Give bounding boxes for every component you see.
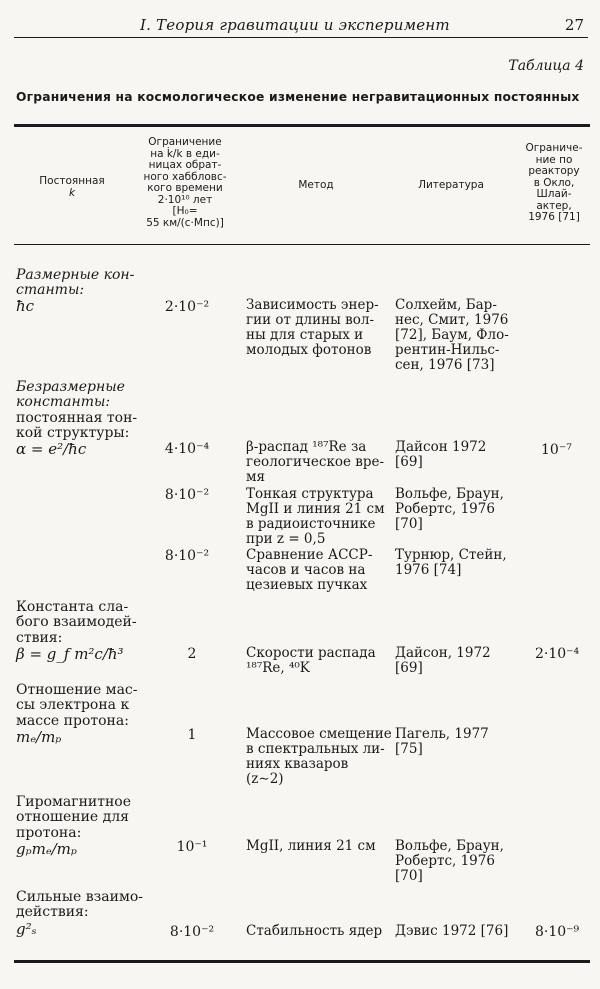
constant-symbol: mₑ/mₚ (16, 728, 62, 746)
literature-cell (395, 727, 511, 757)
method-line: ны для старых и (246, 327, 364, 343)
method-line: MgII, линия 21 см (246, 838, 376, 854)
constant-label-line: Константа сла- (16, 599, 129, 615)
method-line: (z∼2) (246, 771, 284, 787)
literature-line: Дайсон, 1972 (395, 645, 491, 661)
method-line: в спектральных ли- (246, 741, 385, 757)
method-line: ниях квазаров (246, 756, 349, 772)
limit-value: 2·10⁻² (164, 299, 210, 315)
table-bottom-rule (14, 960, 590, 963)
constant-symbol: g²ₛ (16, 920, 37, 938)
header-reactor-line: реактору (528, 165, 580, 177)
header-reactor-line: в Окло, (533, 176, 575, 189)
method-cell (246, 726, 392, 787)
method-line: Массовое смещение (246, 726, 392, 742)
header-reactor (514, 143, 594, 224)
literature-cell (395, 646, 511, 676)
literature-line: [72], Баум, Фло- (395, 327, 509, 343)
constant-symbol: β = g_f m²c/ħ³ (16, 645, 124, 663)
group-label-line: станты: (16, 282, 85, 299)
constant-label-line: Гиромагнитное (16, 794, 132, 810)
running-head-title: I. Теория гравитации и эксперимент (140, 16, 450, 34)
literature-line: Солхейм, Бар- (395, 297, 497, 313)
literature-line: Турнюр, Стейн, (395, 547, 507, 563)
constant-label-line: Отношение мас- (16, 682, 138, 698)
constant-label-line: протона: (16, 824, 82, 841)
running-head (0, 14, 600, 38)
header-method: Метод (298, 179, 334, 191)
header-literature: Литература (418, 179, 484, 191)
method-cell (246, 487, 386, 547)
constant-label-line: отношение для (16, 809, 129, 826)
header-limit-line: 55 км/(с·Мпс)] (146, 216, 224, 229)
header-limit-line: на k̇/k в еди- (150, 147, 220, 160)
table-top-rule (14, 124, 590, 127)
constant-label-line: действия: (16, 904, 89, 921)
method-line: часов и часов на (246, 562, 366, 578)
method-cell (246, 440, 386, 485)
reactor-limit: 8·10⁻⁹ (535, 924, 580, 940)
literature-line: [75] (395, 741, 423, 757)
limit-value: 8·10⁻² (164, 487, 210, 503)
group-label-dimensionless (16, 380, 125, 411)
literature-line: Вольфе, Браун, (395, 838, 504, 854)
method-cell (246, 298, 386, 358)
method-line: Скорости распада (246, 645, 376, 661)
constant-label-line: Сильные взаимо- (16, 889, 144, 905)
literature-line: Дэвис 1972 [76] (395, 923, 509, 939)
literature-cell (395, 440, 511, 470)
header-reactor-line: Ограниче- (525, 142, 583, 154)
method-line: MgII и линия 21 см (246, 501, 385, 517)
header-limit-line: ного хаббловс- (143, 170, 227, 183)
literature-line: Робертс, 1976 (395, 501, 495, 517)
literature-line: Дайсон 1972 (395, 439, 487, 455)
group-label-line: константы: (16, 394, 111, 411)
reactor-limit: 10⁻⁷ (541, 442, 572, 458)
header-constant (20, 176, 124, 199)
literature-line: 1976 [74] (395, 562, 462, 578)
literature-line: сен, 1976 [73] (395, 357, 495, 373)
header-limit-line: кого времени (147, 182, 223, 194)
method-line: при z = 0,5 (246, 531, 326, 547)
constant-label (16, 600, 137, 646)
header-constant-symbol: k (68, 186, 76, 199)
literature-line: [69] (395, 454, 423, 470)
limit-value: 1 (187, 727, 197, 743)
literature-cell (395, 548, 511, 578)
table-caption: Ограничения на космологическое изменение негравитационных постоянных (16, 90, 580, 104)
header-reactor-line: актер, (536, 199, 572, 212)
group-label-line: Размерные кон- (16, 267, 135, 283)
literature-line: [69] (395, 660, 423, 676)
constant-label (16, 795, 131, 841)
constant-symbol: α = e²/ħc (16, 440, 87, 458)
method-line: Стабильность ядер (246, 923, 383, 939)
constant-label-line: бого взаимодей- (16, 614, 137, 631)
header-reactor-line: Шлай- (536, 188, 572, 200)
header-constant-line: Постоянная (39, 175, 105, 187)
literature-line: Вольфе, Браун, (395, 486, 504, 502)
literature-line: Пагель, 1977 (395, 726, 489, 742)
method-cell (246, 839, 386, 854)
method-line: в радиоисточнике (246, 516, 376, 532)
method-line: гии от длины вол- (246, 312, 375, 328)
method-line: мя (246, 469, 266, 485)
table-number: Таблица 4 (508, 58, 584, 74)
header-reactor-line: 1976 [71] (528, 211, 580, 223)
limit-value: 4·10⁻⁴ (164, 441, 210, 457)
header-limit-line: Ограничение (148, 136, 222, 148)
header-bottom-rule (14, 244, 590, 245)
limit-value: 8·10⁻² (169, 924, 215, 940)
group-label-dimensional (16, 268, 134, 299)
literature-line: [70] (395, 868, 423, 884)
method-cell (246, 924, 386, 939)
literature-cell (395, 487, 511, 532)
constant-label-line: массе протона: (16, 712, 129, 729)
header-limit-line: [H₀= (172, 205, 198, 217)
running-head-rule (14, 37, 588, 38)
constant-label (16, 683, 138, 729)
literature-cell (395, 924, 511, 939)
constant-symbol: ħc (16, 297, 35, 315)
method-line: ¹⁸⁷Re, ⁴⁰K (246, 660, 310, 676)
limit-value: 2 (187, 646, 197, 662)
literature-line: нес, Смит, 1976 (395, 312, 509, 328)
method-line: цезиевых пучках (246, 577, 368, 593)
limit-value: 10⁻¹ (176, 839, 208, 855)
method-line: Зависимость энер- (246, 297, 379, 313)
method-line: Тонкая структура (246, 486, 374, 502)
constant-label-line: кой структуры: (16, 425, 130, 442)
method-cell (246, 548, 386, 593)
limit-value: 8·10⁻² (164, 548, 210, 564)
constant-symbol: gₚmₑ/mₚ (16, 840, 77, 858)
constant-label-line: сы электрона к (16, 697, 130, 714)
literature-cell (395, 298, 511, 373)
header-limit-line: 2·10¹⁰ лет (157, 193, 213, 206)
method-line: молодых фотонов (246, 342, 372, 358)
group-label-line: Безразмерные (16, 379, 125, 395)
header-reactor-line: ние по (535, 153, 573, 166)
method-cell (246, 646, 386, 676)
constant-label (16, 890, 143, 921)
constant-label (16, 411, 137, 442)
literature-cell (395, 839, 511, 884)
page-number: 27 (564, 16, 584, 34)
literature-line: рентин-Нильс- (395, 342, 500, 358)
method-line: Сравнение АССР- (246, 547, 373, 563)
constant-label-line: ствия: (16, 629, 63, 646)
method-line: геологическое вре- (246, 454, 385, 470)
header-limit-line: ницах обрат- (148, 159, 222, 171)
literature-line: [70] (395, 516, 423, 532)
header-limit (126, 137, 244, 229)
reactor-limit: 2·10⁻⁴ (535, 646, 580, 662)
constant-label-line: постоянная тон- (16, 410, 138, 426)
method-line: β-распад ¹⁸⁷Re за (246, 439, 367, 455)
literature-line: Робертс, 1976 (395, 853, 495, 869)
